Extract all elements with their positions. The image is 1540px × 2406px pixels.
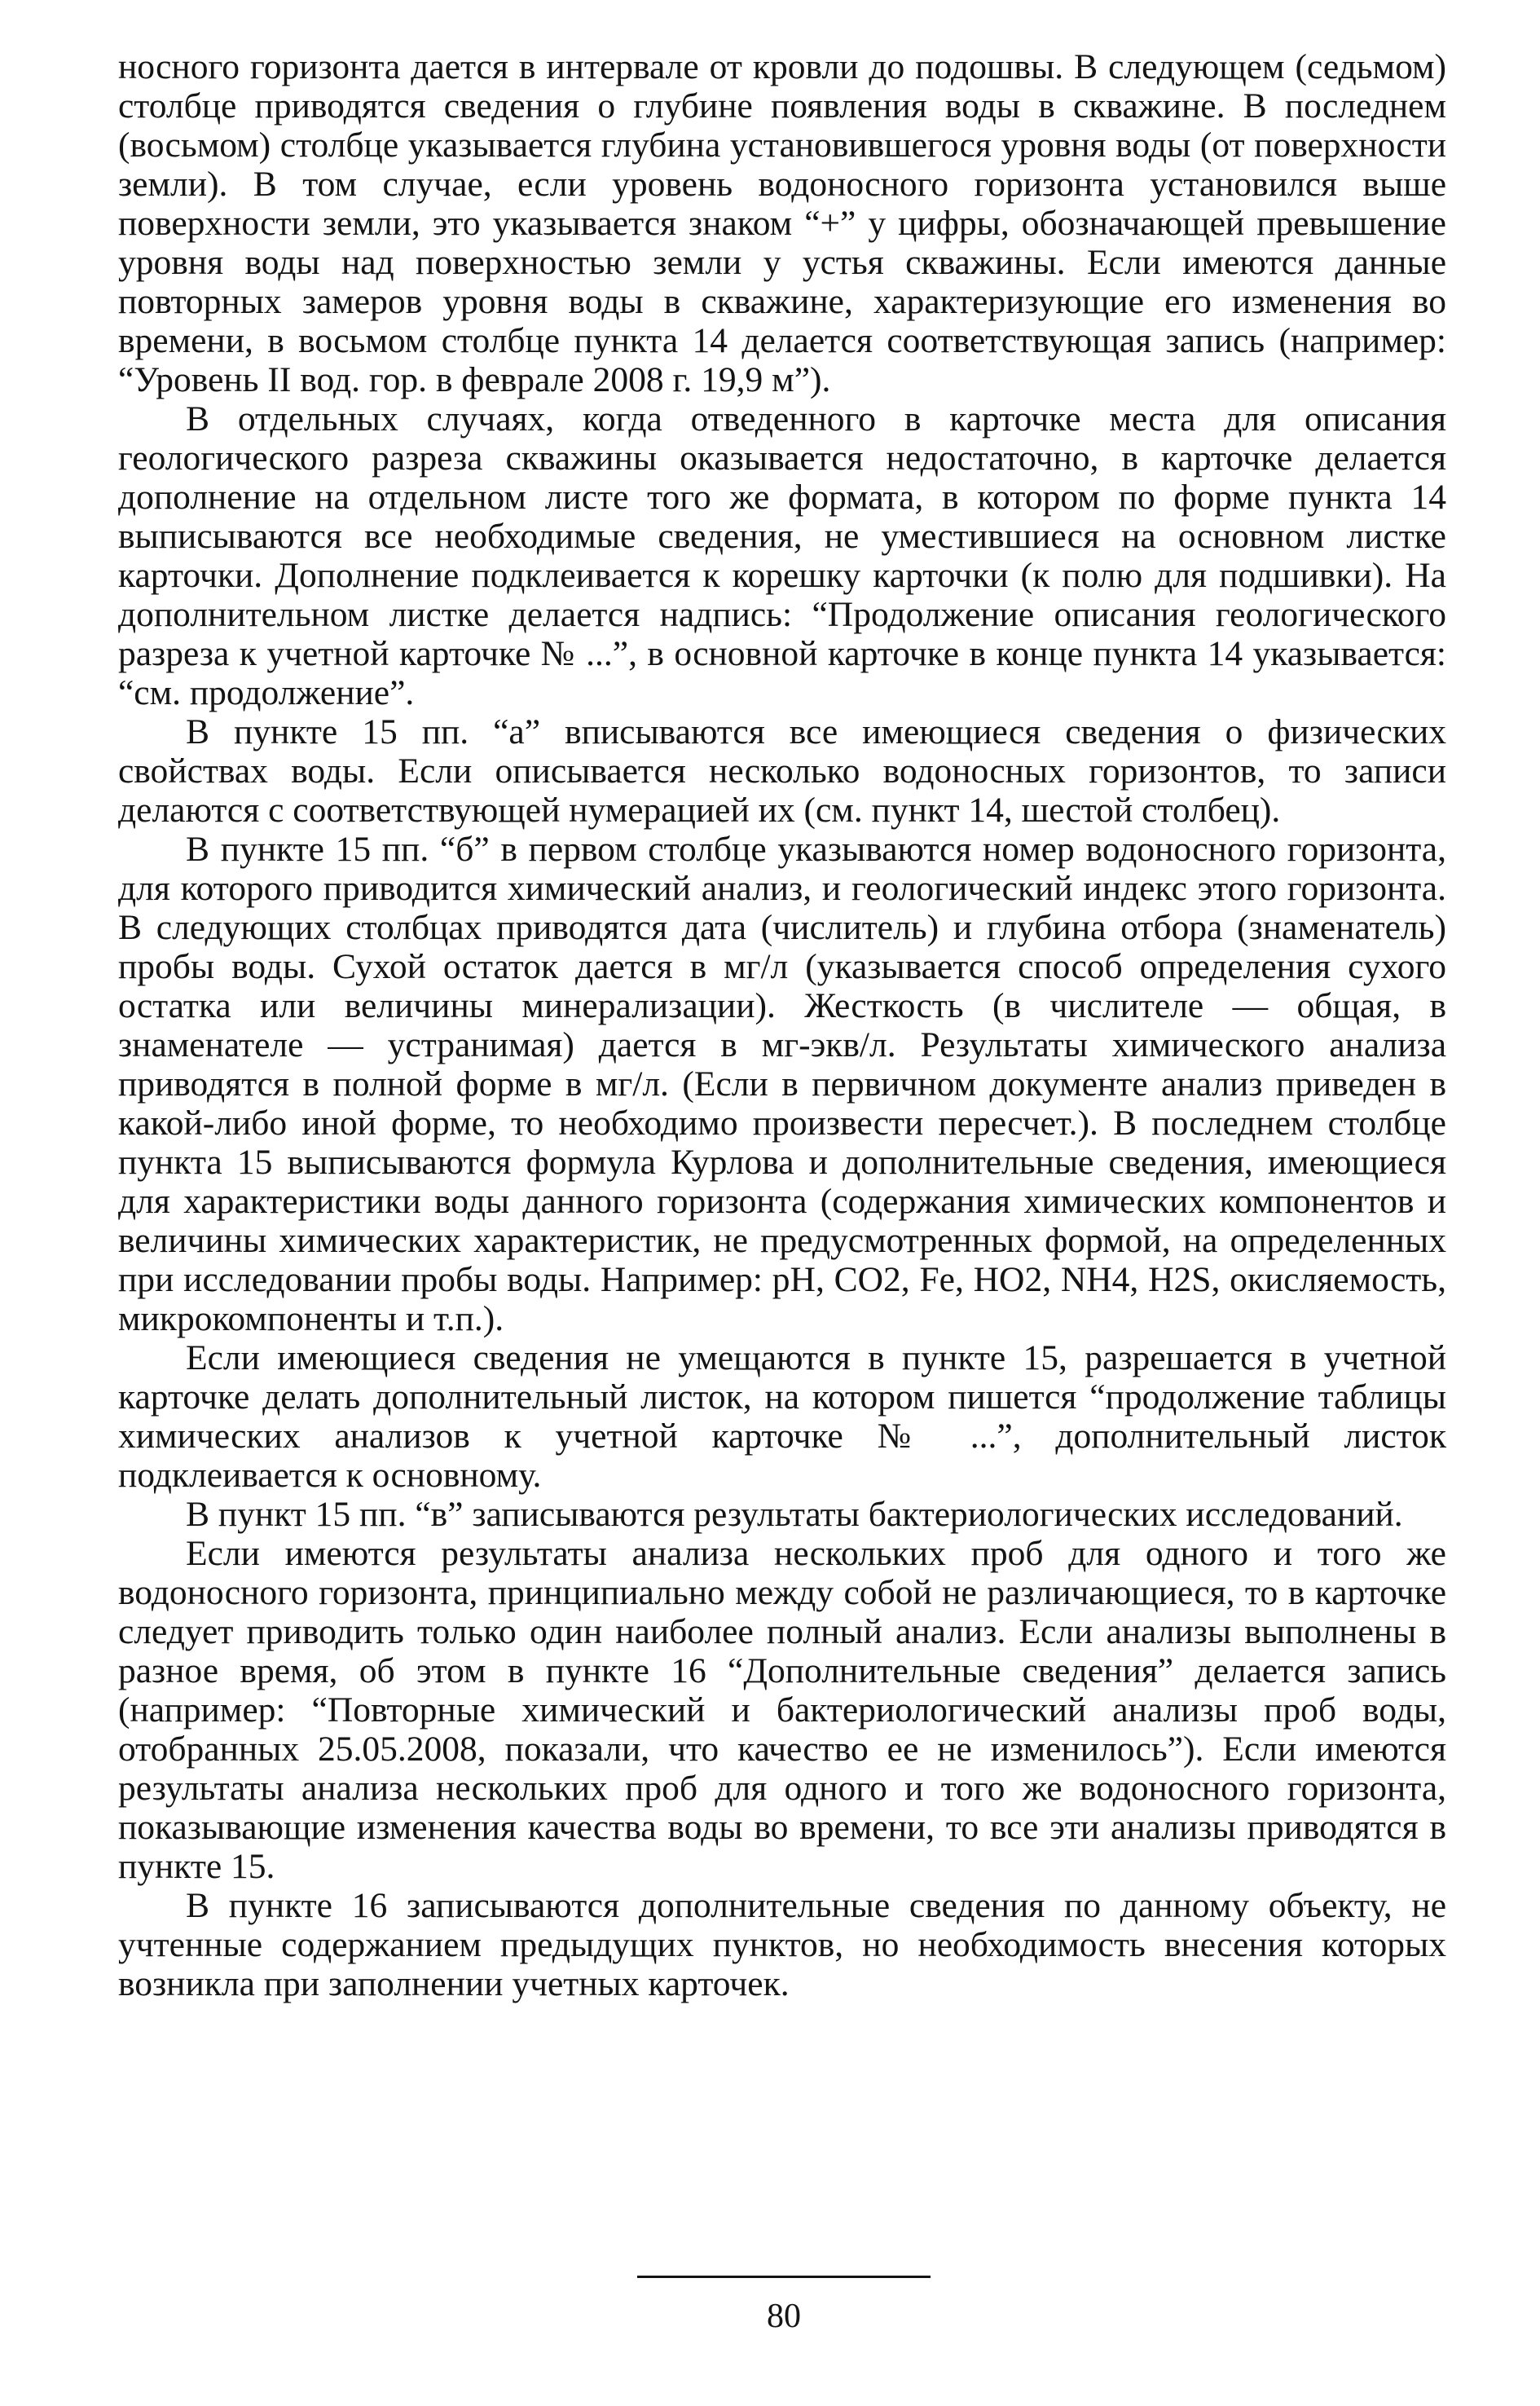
paragraph-6: В пункт 15 пп. “в” записываются результаты бактериологических исследований.	[186, 1495, 1403, 1534]
paragraph-8: В пункте 16 записываются дополнительные сведения по данному объекту, не учтенные содержанием предыдущих пунктов, но необходимость внесения которых возникла при заполнении учетных карточек.	[118, 1886, 1446, 2003]
paragraph-4: В пункте 15 пп. “б” в первом столбце указываются номер водоносного горизонта, для которого приводится химический анализ, и геологический индекс этого горизонта. В следующих столбцах приводятся дата (числитель) и глубина отбора (знаменатель) пробы воды. Сухой остаток дается в мг/л (указывается способ определения сухого остатка или величины минерализации). Жесткость (в числителе — общая, в знаменателе — устранимая) дается в мг-экв/л. Результаты химического анализа приводятся в полной форме в мг/л. (Если в первичном документе анализ приведен в какой-либо иной форме, то необходимо произвести пересчет.). В последнем столбце пункта 15 выписываются формула Курлова и дополнительные сведения, имеющиеся для характеристики воды данного горизонта (содержания химических компонентов и величины химических характеристик, не предусмотренных формой, на определенных при исследовании пробы воды. Например: pH, CO2, Fe, HO2, NH4, H2S, окисляемость, микрокомпоненты и т.п.).	[118, 830, 1446, 1338]
page-number: 80	[767, 2298, 801, 2335]
paragraph-7: Если имеются результаты анализа нескольких проб для одного и того же водоносного горизонта, принципиально между собой не различающиеся, то в карточке следует приводить только один наиболее полный анализ. Если анализы выполнены в разное время, об этом в пункте 16 “Дополнительные сведения” делается запись (например: “Повторные химический и бактериологический анализы проб воды, отобранных 25.05.2008, показали, что качество ее не изменилось”). Если имеются результаты анализа нескольких проб для одного и того же водоносного горизонта, показывающие изменения качества воды во времени, то все эти анализы приводятся в пункте 15.	[118, 1534, 1446, 1886]
paragraph-1: носного горизонта дается в интервале от кровли до подошвы. В следующем (седьмом) столбце приводятся сведения о глубине появления воды в скважине. В последнем (восьмом) столбце указывается глубина установившегося уровня воды (от поверхности земли). В том случае, если уровень водоносного горизонта установился выше поверхности земли, это указывается знаком “+” у цифры, обозначающей превышение уровня воды над поверхностью земли у устья скважины. Если имеются данные повторных замеров уровня воды в скважине, характеризующие его изменения во времени, в восьмом столбце пункта 14 делается соответствующая запись (например: “Уровень II вод. гор. в феврале 2008 г. 19,9 м”).	[118, 47, 1446, 399]
paragraph-2: В отдельных случаях, когда отведенного в карточке места для описания геологического разреза скважины оказывается недостаточно, в карточке делается дополнение на отдельном листе того же формата, в котором по форме пункта 14 выписываются все необходимые сведения, не уместившиеся на основном листке карточки. Дополнение подклеивается к корешку карточки (к полю для подшивки). На дополнительном листке делается надпись: “Продолжение описания геологического разреза к учетной карточке № ...”, в основной карточке в конце пункта 14 указывается: “см. продолжение”.	[118, 399, 1446, 712]
footer-divider	[637, 2276, 931, 2278]
paragraph-3: В пункте 15 пп. “а” вписываются все имеющиеся сведения о физических свойствах воды. Если описывается несколько водоносных горизонтов, то записи делаются с соответствующей нумерацией их (см. пункт 14, шестой столбец).	[118, 712, 1446, 830]
paragraph-5: Если имеющиеся сведения не умещаются в пункте 15, разрешается в учетной карточке делать дополнительный листок, на котором пишется “продолжение таблицы химических анализов к учетной карточке № ...”, дополнительный листок подклеивается к основному.	[118, 1338, 1446, 1495]
document-body	[118, 47, 1446, 2003]
